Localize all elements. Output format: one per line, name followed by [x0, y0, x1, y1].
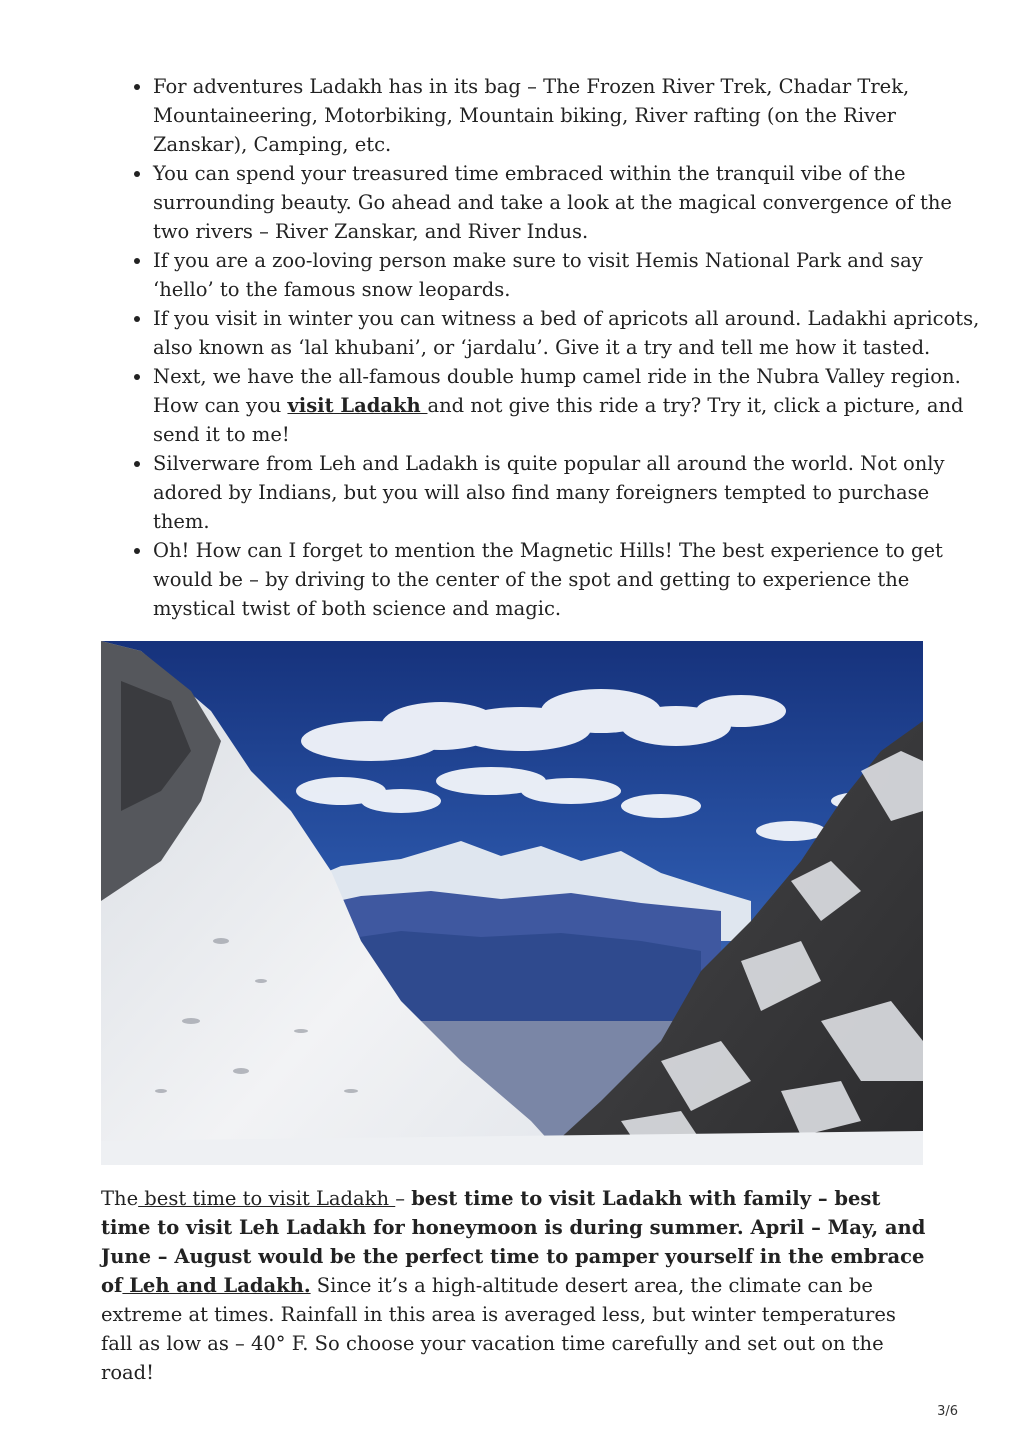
list-item: Silverware from Leh and Ladakh is quite popular all around the world. Not only adored by Indians, but you will also find many foreigners tempted to purchase them. — [153, 449, 983, 536]
list-item: For adventures Ladakh has in its bag – The Frozen River Trek, Chadar Trek, Mountaineering, Motorbiking, Mountain biking, River rafting (on the River Zanskar), Camping, etc. — [153, 72, 983, 159]
list-item: If you visit in winter you can witness a bed of apricots all around. Ladakhi apricots, also known as ‘lal khubani’, or ‘jardalu’. Give it a try and tell me how it tasted. — [153, 304, 983, 362]
list-item: If you are a zoo-loving person make sure to visit Hemis National Park and say ‘hello’ to the famous snow leopards. — [153, 246, 983, 304]
attractions-list — [101, 72, 983, 623]
list-item: Oh! How can I forget to mention the Magnetic Hills! The best experience to get would be – by driving to the center of the spot and getting to experience the mystical twist of both science and magic. — [153, 536, 983, 623]
list-item: You can spend your treasured time embraced within the tranquil vibe of the surrounding beauty. Go ahead and take a look at the magical convergence of the two rivers – River Zanskar, and River Indus. — [153, 159, 983, 246]
best-time-link[interactable]: best time to visit Ladakh — [138, 1187, 396, 1210]
list-item: Next, we have the all-famous double hump camel ride in the Nubra Valley region. How can you visit Ladakh and not give this ride a try? Try it, click a picture, and send it to me! — [153, 362, 983, 449]
best-time-paragraph: The best time to visit Ladakh – best time to visit Ladakh with family – best time to visit Leh Ladakh for honeymoon is during summer. April – May, and June – August would be the perfect time to pamper yourself in the embrace of Leh and Ladakh. Since it’s a high-altitude desert area, the climate can be extreme at times. Rainfall in this area is averaged less, but winter temperatures fall as low as – 40° F. So choose your vacation time carefully and set out on the road! — [101, 1187, 926, 1384]
leh-ladakh-link[interactable]: Leh and Ladakh. — [122, 1274, 311, 1297]
snowy-mountain-valley-photo — [101, 641, 923, 1165]
visit-ladakh-link[interactable]: visit Ladakh — [287, 394, 428, 417]
best-time-emphasis: best time to visit Ladakh with family – best time to visit Leh Ladakh for honeymoon is during summer. April – May, and June – August would be the perfect time to pamper yourself in the embrace of — [101, 1187, 926, 1297]
page-number: 3/6 — [937, 1404, 958, 1419]
